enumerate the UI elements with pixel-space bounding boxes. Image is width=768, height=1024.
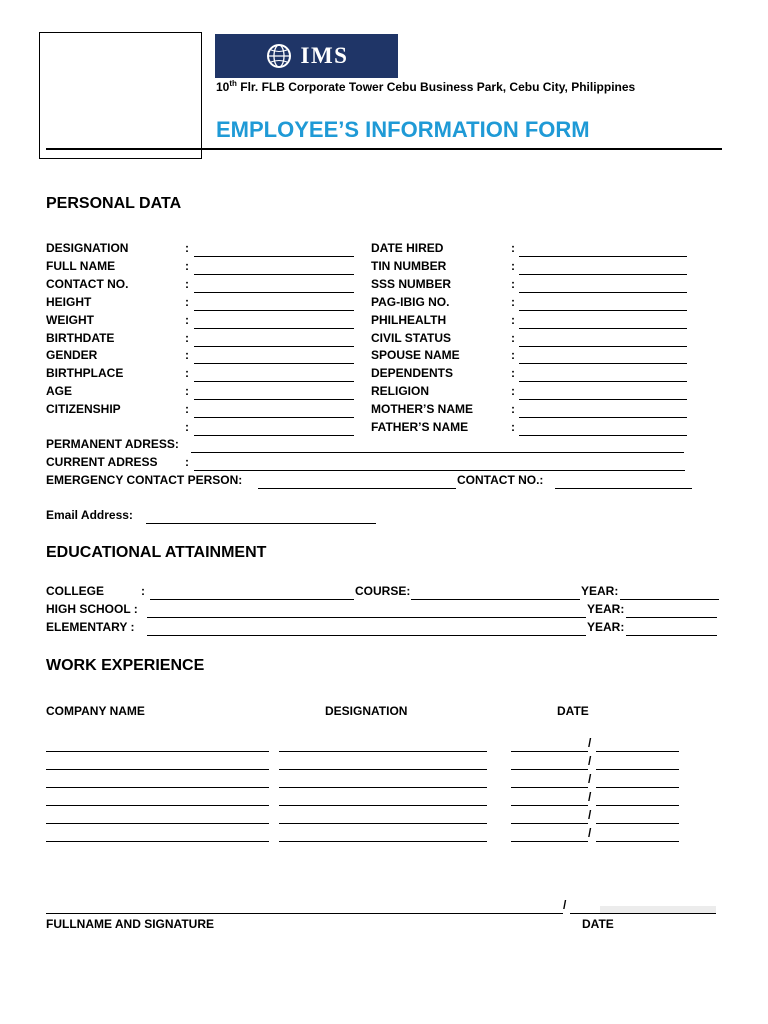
personal-right-label: PHILHEALTH xyxy=(371,313,447,327)
emergency-contact-label: EMERGENCY CONTACT PERSON: xyxy=(46,473,243,487)
colon: : xyxy=(511,241,515,255)
signature-date-label: DATE xyxy=(582,917,614,931)
personal-right-field[interactable] xyxy=(519,256,687,257)
work-designation-field[interactable] xyxy=(279,751,487,752)
high-school-label: HIGH SCHOOL : xyxy=(46,602,138,616)
emergency-contact-no-label: CONTACT NO.: xyxy=(457,473,544,487)
work-date-from-field[interactable] xyxy=(511,823,588,824)
work-company-field[interactable] xyxy=(46,769,269,770)
work-date-to-field[interactable] xyxy=(596,751,679,752)
work-company-field[interactable] xyxy=(46,841,269,842)
fullname-signature-field[interactable] xyxy=(46,913,563,914)
elementary-year-field[interactable] xyxy=(626,635,717,636)
elementary-field[interactable] xyxy=(147,635,586,636)
colon: : xyxy=(185,455,189,469)
personal-right-label: FATHER’S NAME xyxy=(371,420,469,434)
colon: : xyxy=(511,259,515,273)
fullname-signature-label: FULLNAME AND SIGNATURE xyxy=(46,917,214,931)
work-designation-field[interactable] xyxy=(279,787,487,788)
designation-header: DESIGNATION xyxy=(325,704,408,718)
personal-left-label: FULL NAME xyxy=(46,259,116,273)
elementary-label: ELEMENTARY : xyxy=(46,620,135,634)
college-year-label: YEAR: xyxy=(581,584,619,598)
personal-left-label: DESIGNATION xyxy=(46,241,129,255)
personal-right-label: SPOUSE NAME xyxy=(371,348,460,362)
work-company-field[interactable] xyxy=(46,751,269,752)
personal-right-field[interactable] xyxy=(519,292,687,293)
permanent-address-field[interactable] xyxy=(191,452,684,453)
form-title: EMPLOYEE’S INFORMATION FORM xyxy=(216,117,590,142)
colon: : xyxy=(511,313,515,327)
email-label: Email Address: xyxy=(46,508,133,522)
personal-left-label: BIRTHDATE xyxy=(46,331,115,345)
colon: : xyxy=(185,348,189,362)
colon: : xyxy=(511,348,515,362)
work-date-from-field[interactable] xyxy=(511,841,588,842)
personal-left-label: GENDER xyxy=(46,348,98,362)
high-school-year-field[interactable] xyxy=(626,617,717,618)
work-company-field[interactable] xyxy=(46,787,269,788)
colon: : xyxy=(185,313,189,327)
work-date-from-field[interactable] xyxy=(511,769,588,770)
permanent-address-label: PERMANENT ADRESS: xyxy=(46,437,179,451)
work-date-to-field[interactable] xyxy=(596,823,679,824)
personal-data-heading: PERSONAL DATA xyxy=(46,195,182,212)
personal-right-label: CIVIL STATUS xyxy=(371,331,452,345)
personal-left-field[interactable] xyxy=(194,310,354,311)
personal-left-field[interactable] xyxy=(194,399,354,400)
college-year-field[interactable] xyxy=(620,599,719,600)
date-shading xyxy=(600,906,716,913)
work-designation-field[interactable] xyxy=(279,805,487,806)
work-date-slash: / xyxy=(588,736,592,750)
course-field[interactable] xyxy=(411,599,580,600)
work-date-to-field[interactable] xyxy=(596,769,679,770)
college-label: COLLEGE xyxy=(46,584,105,598)
personal-left-field[interactable] xyxy=(194,256,354,257)
work-date-slash: / xyxy=(588,790,592,804)
work-company-field[interactable] xyxy=(46,823,269,824)
colon: : xyxy=(511,366,515,380)
personal-right-label: MOTHER’S NAME xyxy=(371,402,473,416)
personal-left-field[interactable] xyxy=(194,381,354,382)
personal-left-field[interactable] xyxy=(194,328,354,329)
colon: : xyxy=(141,584,145,598)
work-experience-heading: WORK EXPERIENCE xyxy=(46,657,205,674)
colon: : xyxy=(185,259,189,273)
emergency-contact-field[interactable] xyxy=(258,488,456,489)
personal-right-field[interactable] xyxy=(519,328,687,329)
colon: : xyxy=(185,420,189,434)
colon: : xyxy=(185,366,189,380)
work-company-field[interactable] xyxy=(46,805,269,806)
work-date-from-field[interactable] xyxy=(511,751,588,752)
work-designation-field[interactable] xyxy=(279,769,487,770)
work-date-to-field[interactable] xyxy=(596,787,679,788)
personal-left-label: CITIZENSHIP xyxy=(46,402,121,416)
colon: : xyxy=(185,277,189,291)
company-address: 10th Flr. FLB Corporate Tower Cebu Business Park, Cebu City, Philippines xyxy=(216,79,636,94)
personal-right-field[interactable] xyxy=(519,310,687,311)
current-address-field[interactable] xyxy=(194,470,685,471)
personal-right-field[interactable] xyxy=(519,417,687,418)
personal-left-label: CONTACT NO. xyxy=(46,277,129,291)
work-date-to-field[interactable] xyxy=(596,841,679,842)
signature-slash: / xyxy=(563,898,567,912)
personal-left-field[interactable] xyxy=(194,435,354,436)
photo-box xyxy=(39,32,202,159)
work-date-from-field[interactable] xyxy=(511,787,588,788)
colon: : xyxy=(511,331,515,345)
colon: : xyxy=(511,402,515,416)
personal-right-field[interactable] xyxy=(519,381,687,382)
colon: : xyxy=(511,295,515,309)
personal-right-field[interactable] xyxy=(519,274,687,275)
personal-right-field[interactable] xyxy=(519,346,687,347)
work-designation-field[interactable] xyxy=(279,841,487,842)
date-header: DATE xyxy=(557,704,589,718)
work-date-slash: / xyxy=(588,772,592,786)
ims-logo xyxy=(215,34,398,78)
personal-right-field[interactable] xyxy=(519,363,687,364)
personal-right-label: RELIGION xyxy=(371,384,430,398)
personal-left-label: HEIGHT xyxy=(46,295,92,309)
personal-left-field[interactable] xyxy=(194,292,354,293)
personal-right-field[interactable] xyxy=(519,399,687,400)
personal-left-field[interactable] xyxy=(194,417,354,418)
colon: : xyxy=(185,295,189,309)
high-school-field[interactable] xyxy=(147,617,586,618)
header-rule xyxy=(46,148,722,150)
colon: : xyxy=(185,402,189,416)
personal-left-field[interactable] xyxy=(194,346,354,347)
education-heading: EDUCATIONAL ATTAINMENT xyxy=(46,544,267,561)
colon: : xyxy=(185,331,189,345)
personal-left-field[interactable] xyxy=(194,363,354,364)
logo-text: IMS xyxy=(300,43,349,68)
personal-left-label: BIRTHPLACE xyxy=(46,366,124,380)
work-designation-field[interactable] xyxy=(279,823,487,824)
work-date-slash: / xyxy=(588,808,592,822)
emergency-contact-no-field[interactable] xyxy=(555,488,692,489)
course-label: COURSE: xyxy=(355,584,411,598)
personal-right-label: DATE HIRED xyxy=(371,241,444,255)
personal-right-label: DEPENDENTS xyxy=(371,366,454,380)
colon: : xyxy=(511,384,515,398)
work-date-to-field[interactable] xyxy=(596,805,679,806)
signature-date-field[interactable] xyxy=(570,913,716,914)
colon: : xyxy=(511,277,515,291)
personal-left-label: AGE xyxy=(46,384,73,398)
elementary-year-label: YEAR: xyxy=(587,620,625,634)
college-field[interactable] xyxy=(150,599,354,600)
personal-left-field[interactable] xyxy=(194,274,354,275)
work-date-slash: / xyxy=(588,826,592,840)
email-field[interactable] xyxy=(146,523,376,524)
personal-left-label: WEIGHT xyxy=(46,313,94,327)
colon: : xyxy=(511,420,515,434)
current-address-label: CURRENT ADRESS xyxy=(46,455,158,469)
personal-right-label: SSS NUMBER xyxy=(371,277,452,291)
personal-right-field[interactable] xyxy=(519,435,687,436)
personal-right-label: TIN NUMBER xyxy=(371,259,447,273)
globe-icon xyxy=(265,42,293,70)
work-date-slash: / xyxy=(588,754,592,768)
colon: : xyxy=(185,241,189,255)
personal-right-label: PAG-IBIG NO. xyxy=(371,295,450,309)
company-name-header: COMPANY NAME xyxy=(46,704,145,718)
colon: : xyxy=(185,384,189,398)
work-date-from-field[interactable] xyxy=(511,805,588,806)
high-school-year-label: YEAR: xyxy=(587,602,625,616)
